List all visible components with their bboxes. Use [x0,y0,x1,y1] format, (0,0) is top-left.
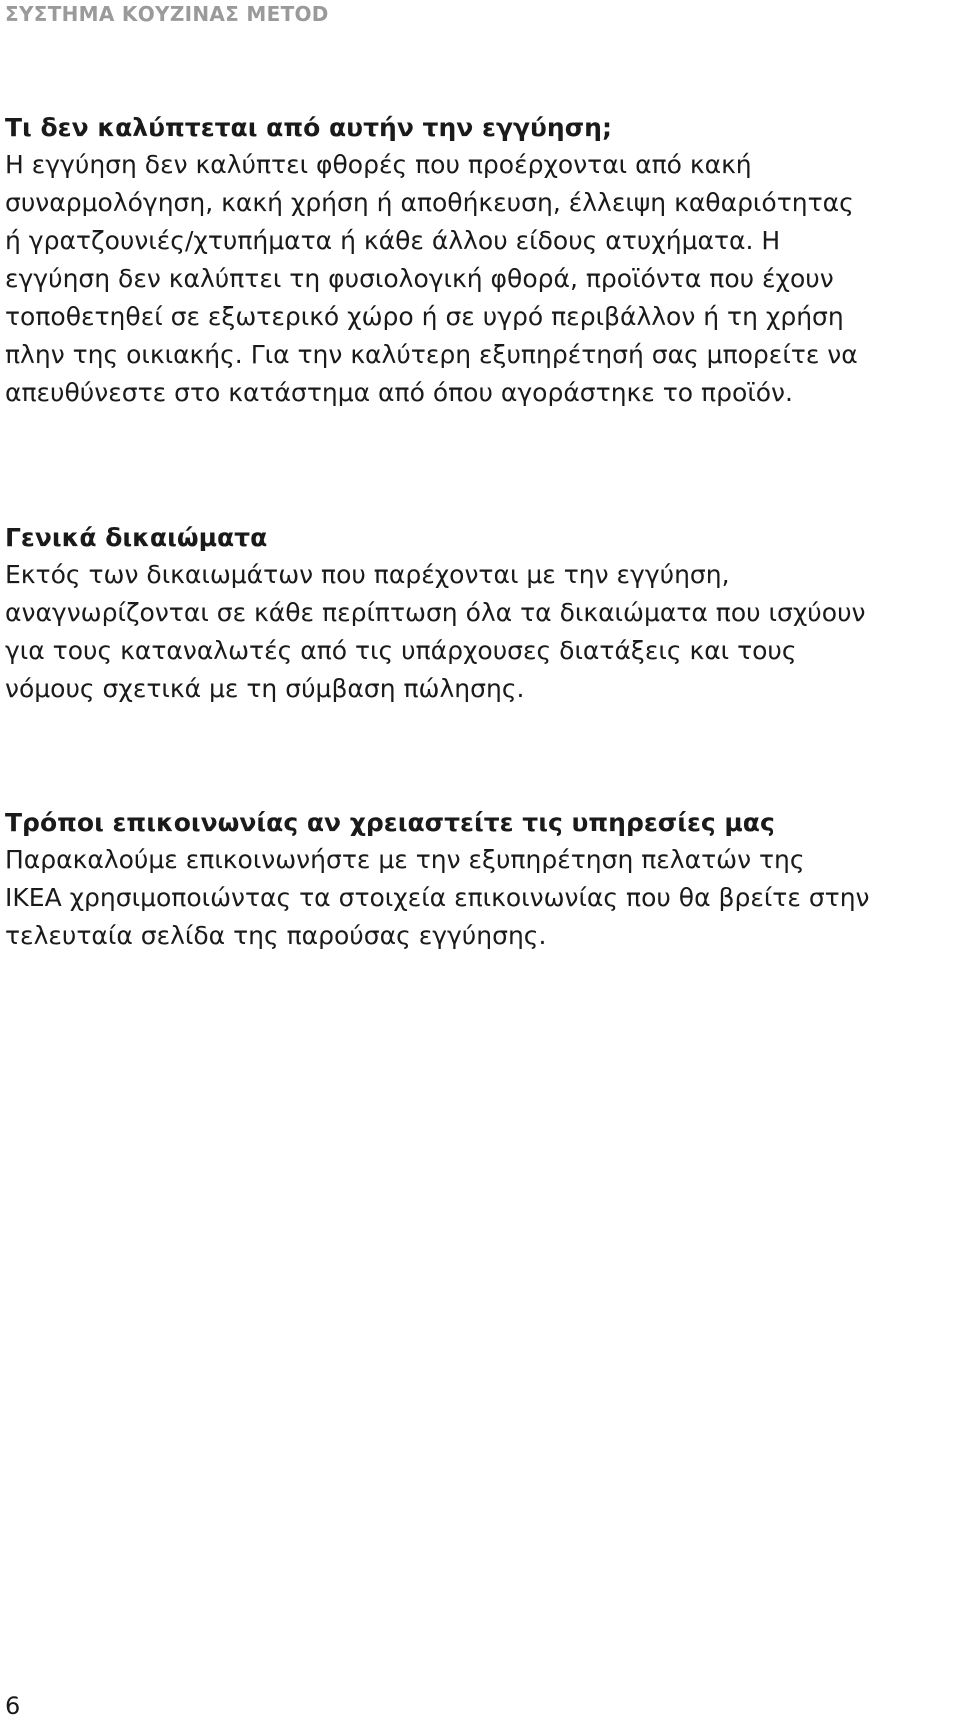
paragraph-line: Εκτός των δικαιωμάτων που παρέχονται με την εγγύηση, [5,560,730,589]
paragraph-line: Η εγγύηση δεν καλύπτει φθορές που προέρχονται από κακή [5,150,752,179]
section-heading: Γενικά δικαιώματα [5,523,268,552]
paragraph-line: νόμους σχετικά με τη σύμβαση πώλησης. [5,674,525,703]
paragraph-line: συναρμολόγηση, κακή χρήση ή αποθήκευση, έλλειψη καθαριότητας [5,188,854,217]
paragraph-line: για τους καταναλωτές από τις υπάρχουσες διατάξεις και τους [5,636,797,665]
section-heading: Τρόποι επικοινωνίας αν χρειαστείτε τις υπηρεσίες μας [5,808,775,837]
page-number: 6 [5,1692,21,1720]
paragraph-line: αναγνωρίζονται σε κάθε περίπτωση όλα τα δικαιώματα που ισχύουν [5,598,866,627]
paragraph-line: πλην της οικιακής. Για την καλύτερη εξυπηρέτησή σας μπορείτε να [5,340,858,369]
paragraph-line: Παρακαλούμε επικοινωνήστε με την εξυπηρέτηση πελατών της [5,845,805,874]
section-general-rights [5,520,950,708]
paragraph-line: απευθύνεστε στο κατάστημα από όπου αγοράστηκε το προϊόν. [5,378,793,407]
section-heading: Τι δεν καλύπτεται από αυτήν την εγγύηση; [5,113,612,142]
paragraph-line: ή γρατζουνιές/χτυπήματα ή κάθε άλλου είδους ατυχήματα. Η [5,226,781,255]
section-contact [5,805,950,955]
running-header: ΣΥΣΤΗΜΑ ΚΟΥΖΙΝΑΣ METOD [5,2,329,26]
section-warranty-exclusions [5,110,950,412]
paragraph-line: IKEA χρησιμοποιώντας τα στοιχεία επικοινωνίας που θα βρείτε στην [5,883,870,912]
paragraph-line: τοποθετηθεί σε εξωτερικό χώρο ή σε υγρό περιβάλλον ή τη χρήση [5,302,844,331]
paragraph-line: εγγύηση δεν καλύπτει τη φυσιολογική φθορά, προϊόντα που έχουν [5,264,834,293]
paragraph-line: τελευταία σελίδα της παρούσας εγγύησης. [5,921,547,950]
